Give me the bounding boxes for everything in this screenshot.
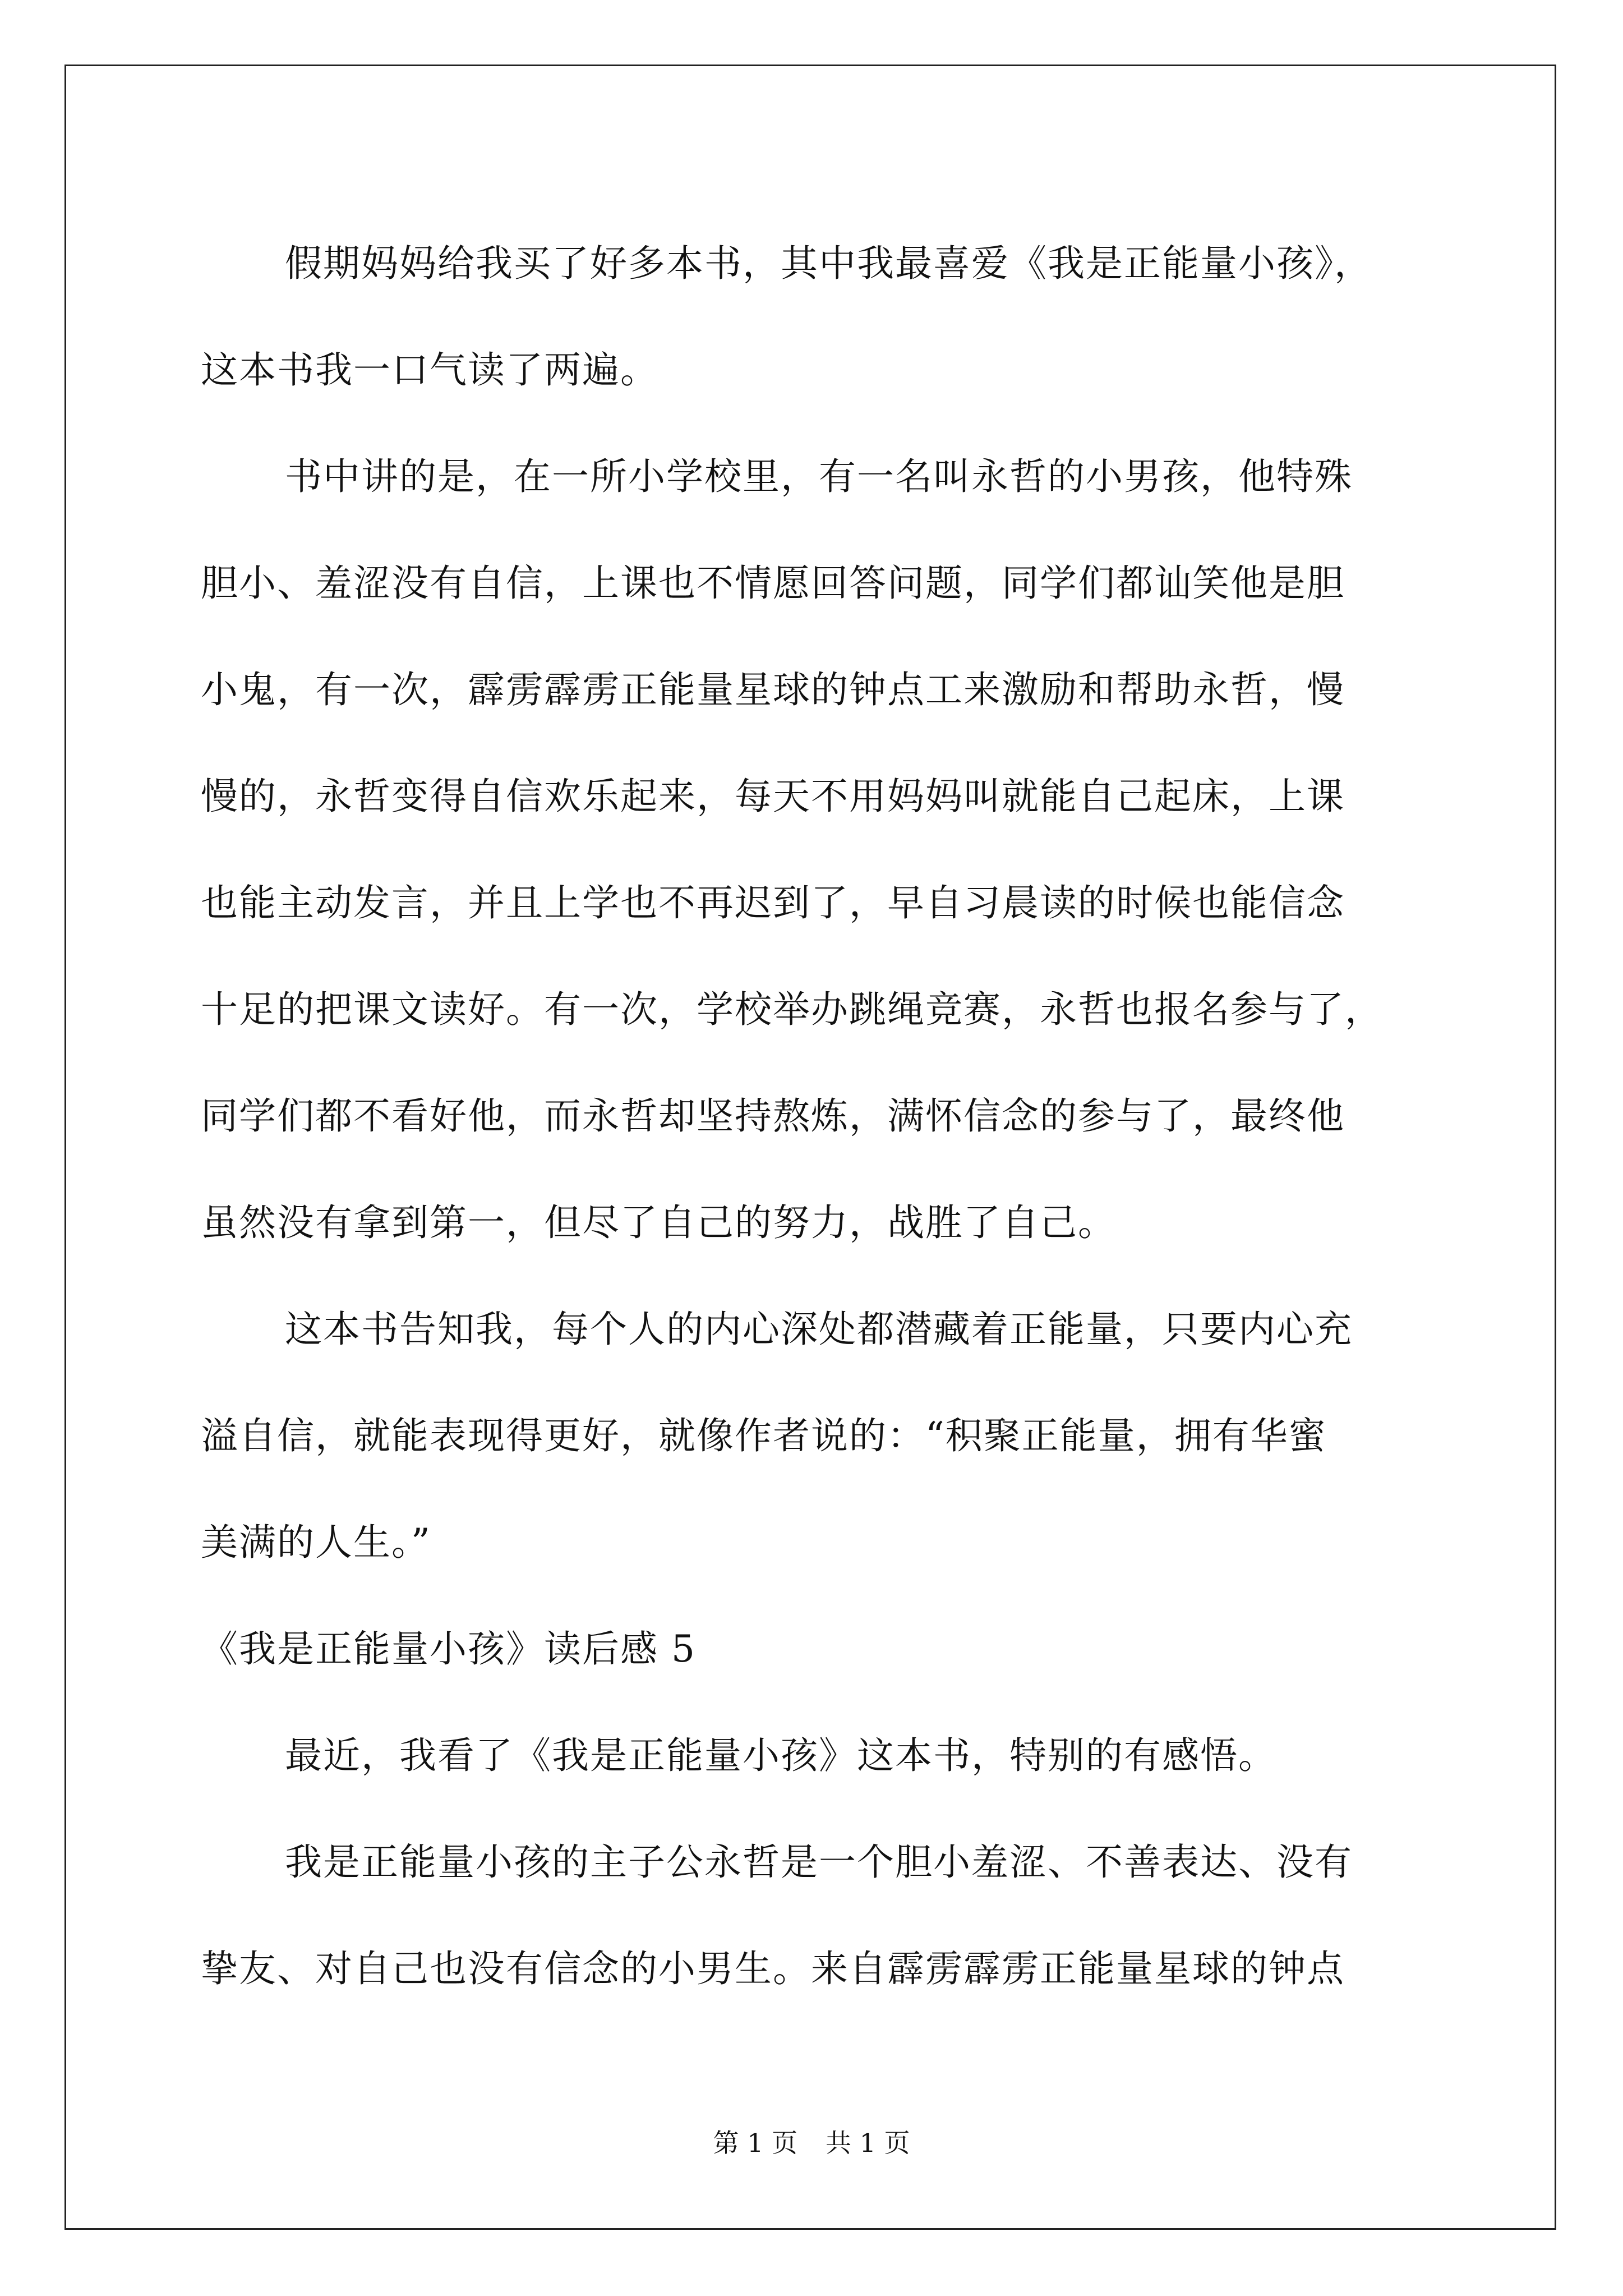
text-line: 胆小、羞涩没有自信，上课也不情愿回答问题，同学们都讪笑他是胆 xyxy=(201,562,1345,605)
document-body xyxy=(201,210,1429,2022)
page-number: 第 1 页 xyxy=(713,2128,797,2158)
text-line: 同学们都不看好他，而永哲却坚持熬炼，满怀信念的参与了，最终他 xyxy=(201,1094,1345,1138)
text-line: 溢自信，就能表现得更好，就像作者说的：“积聚正能量，拥有华蜜 xyxy=(201,1414,1327,1457)
text-line: 也能主动发言，并且上学也不再迟到了，早自习晨读的时候也能信念 xyxy=(201,881,1345,924)
text-line: 小鬼，有一次，霹雳霹雳正能量星球的钟点工来激励和帮助永哲，慢 xyxy=(201,668,1345,711)
text-line: 十足的把课文读好。有一次，学校举办跳绳竞赛，永哲也报名参与了， xyxy=(201,988,1383,1031)
text-line: 这本书我一口气读了两遍。 xyxy=(201,348,658,392)
text-line: 美满的人生。” xyxy=(201,1521,431,1564)
text-line: 慢的，永哲变得自信欢乐起来，每天不用妈妈叫就能自己起床，上课 xyxy=(201,775,1345,818)
page-footer xyxy=(0,2126,1623,2160)
text-line: 最近，我看了《我是正能量小孩》这本书，特别的有感悟。 xyxy=(285,1734,1276,1777)
text-line: 书中讲的是，在一所小学校里，有一名叫永哲的小男孩，他特殊 xyxy=(285,455,1353,498)
text-line: 我是正能量小孩的主子公永哲是一个胆小羞涩、不善表达、没有 xyxy=(285,1841,1353,1884)
text-line: 这本书告知我，每个人的内心深处都潜藏着正能量，只要内心充 xyxy=(285,1308,1353,1351)
text-line: 虽然没有拿到第一，但尽了自己的努力，战胜了自己。 xyxy=(201,1201,1116,1244)
page-total: 共 1 页 xyxy=(826,2128,910,2158)
section-heading: 《我是正能量小孩》读后感 5 xyxy=(201,1627,696,1671)
text-line: 挚友、对自己也没有信念的小男生。来自霹雳霹雳正能量星球的钟点 xyxy=(201,1947,1345,1990)
text-line: 假期妈妈给我买了好多本书，其中我最喜爱《我是正能量小孩》， xyxy=(285,242,1372,285)
